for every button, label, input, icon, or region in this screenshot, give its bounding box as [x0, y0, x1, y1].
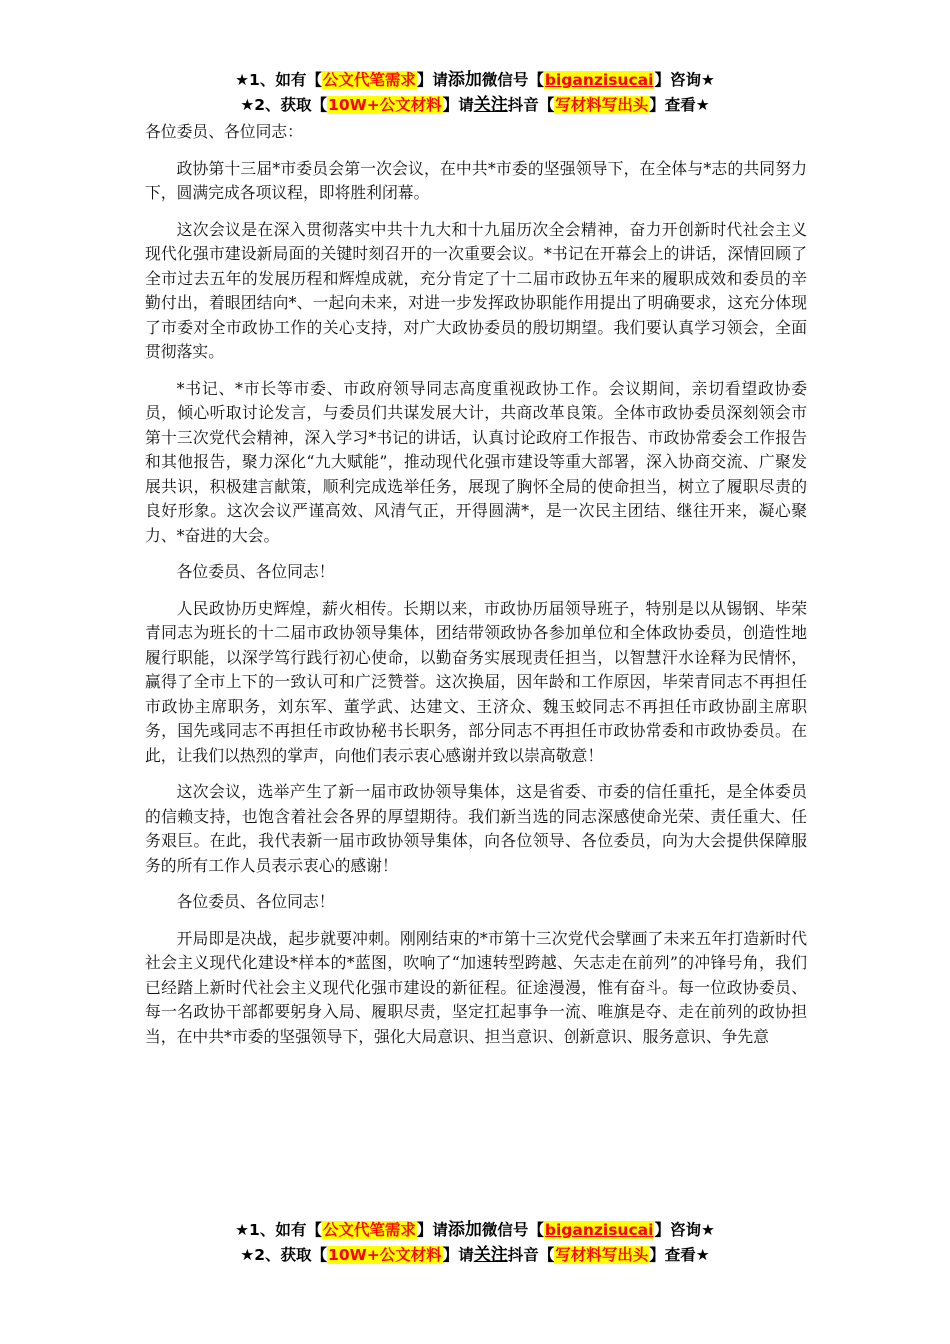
banner-wechat-id: biganzisucai [544, 1221, 654, 1239]
salutation: 各位委员、各位同志！ [176, 892, 335, 911]
banner-wechat-id: biganzisucai [544, 71, 654, 89]
document-body [145, 120, 807, 1049]
banner-text: 】请 [442, 96, 474, 114]
banner-text: 】请 [442, 1246, 474, 1264]
banner-highlight: 公文代笔需求 [322, 1221, 416, 1239]
salutation: 各位委员、各位同志： [145, 122, 303, 141]
banner-text: ★2、获取【 [240, 96, 328, 114]
banner-text: 添加 [447, 70, 482, 90]
paragraph: 开局即是决战，起步就要冲刺。刚刚结束的*市第十三次党代会擘画了未来五年打造新时代社会主义现代化建设*样本的*蓝图，吹响了“加速转型跨越、矢志走在前列”的冲锋号角，我们已经踏上新时代社会主义现代化强市建设的新征程。征途漫漫，惟有奋斗。每一位政协委员、每一名政协干部都要躬身入局、履职尽责，坚定扛起事争一流、唯旗是夺、走在前列的政协担当，在中共*市委的坚强领导下，强化大局意识、担当意识、创新意识、服务意识、争先意 [145, 928, 807, 1046]
banner-text: 关注 [473, 1245, 508, 1265]
banner-text: 】请 [416, 1221, 448, 1239]
banner-text: ★2、获取【 [240, 1246, 328, 1264]
banner-text: 】咨询★ [654, 1221, 715, 1239]
banner-highlight: 10W+公文材料 [328, 96, 442, 114]
banner-text: 关注 [473, 95, 508, 115]
banner-text: 微信号【 [481, 1221, 544, 1239]
banner-text: 抖音【 [507, 1246, 555, 1264]
footer-banner [0, 1218, 950, 1268]
banner-text: 添加 [447, 1220, 482, 1240]
salutation: 各位委员、各位同志！ [176, 562, 335, 581]
banner-douyin-id: 写材料写出头 [555, 1246, 649, 1264]
banner-text: 微信号【 [481, 71, 544, 89]
banner-douyin-id: 写材料写出头 [555, 96, 649, 114]
paragraph: *书记、*市长等市委、市政府领导同志高度重视政协工作。会议期间，亲切看望政协委员，倾心听取讨论发言，与委员们共谋发展大计，共商改革良策。全体市政协委员深刻领会市第十三次党代会精神，深入学习*书记的讲话，认真讨论政府工作报告、市政协常委会工作报告和其他报告，聚力深化“九大赋能”，推动现代化强市建设等重大部署，深入协商交流、广聚发展共识，积极建言献策，顺利完成选举任务，展现了胸怀全局的使命担当，树立了履职尽责的良好形象。这次会议严谨高效、风清气正，开得圆满*，是一次民主团结、继往开来，凝心聚力、*奋进的大会。 [145, 378, 807, 545]
paragraph: 这次会议，选举产生了新一届市政协领导集体，这是省委、市委的信任重托，是全体委员的信赖支持，也饱含着社会各界的厚望期待。我们新当选的同志深感使命光荣、责任重大、任务艰巨。在此，我代表新一届市政协领导集体，向各位领导、各位委员，向为大会提供保障服务的所有工作人员表示衷心的感谢！ [145, 782, 807, 875]
banner-highlight: 公文代笔需求 [322, 71, 416, 89]
banner-line-1 [0, 1218, 950, 1243]
banner-text: ★1、如有【 [235, 71, 322, 89]
header-banner [0, 68, 950, 118]
banner-line-1 [0, 68, 950, 93]
paragraph: 人民政协历史辉煌，薪火相传。长期以来，市政协历届领导班子，特别是以从锡钢、毕荣青同志为班长的十二届市政协领导集体，团结带领政协各参加单位和全体政协委员，创造性地履行职能，以深学笃行践行初心使命，以勤奋务实展现责任担当，以智慧汗水诠释为民情怀，赢得了全市上下的一致认可和广泛赞誉。这次换届，因年龄和工作原因，毕荣青同志不再担任市政协主席职务，刘东军、董学武、达建文、王济众、魏玉蛟同志不再担任市政协副主席职务，国先彧同志不再担任市政协秘书长职务，部分同志不再担任市政协常委和市政协委员。在此，让我们以热烈的掌声，向他们表示衷心感谢并致以崇高敬意！ [145, 598, 807, 765]
banner-line-2 [0, 93, 950, 118]
banner-text: 】查看★ [649, 96, 710, 114]
banner-text: 】咨询★ [654, 71, 715, 89]
paragraph: 政协第十三届*市委员会第一次会议，在中共*市委的坚强领导下，在全体与*志的共同努力下，圆满完成各项议程，即将胜利闭幕。 [145, 158, 807, 202]
banner-text: 】查看★ [649, 1246, 710, 1264]
paragraph: 这次会议是在深入贯彻落实中共十九大和十九届历次全会精神，奋力开创新时代社会主义现代化强市建设新局面的关键时刻召开的一次重要会议。*书记在开幕会上的讲话，深情回顾了全市过去五年的发展历程和辉煌成就，充分肯定了十二届市政协五年来的履职成效和委员的辛勤付出，着眼团结向*、一起向未来，对进一步发挥政协职能作用提出了明确要求，这充分体现了市委对全市政协工作的关心支持，对广大政协委员的殷切期望。我们要认真学习领会，全面贯彻落实。 [145, 219, 807, 361]
banner-text: 】请 [416, 71, 448, 89]
banner-highlight: 10W+公文材料 [328, 1246, 442, 1264]
banner-line-2 [0, 1243, 950, 1268]
banner-text: 抖音【 [507, 96, 555, 114]
banner-text: ★1、如有【 [235, 1221, 322, 1239]
